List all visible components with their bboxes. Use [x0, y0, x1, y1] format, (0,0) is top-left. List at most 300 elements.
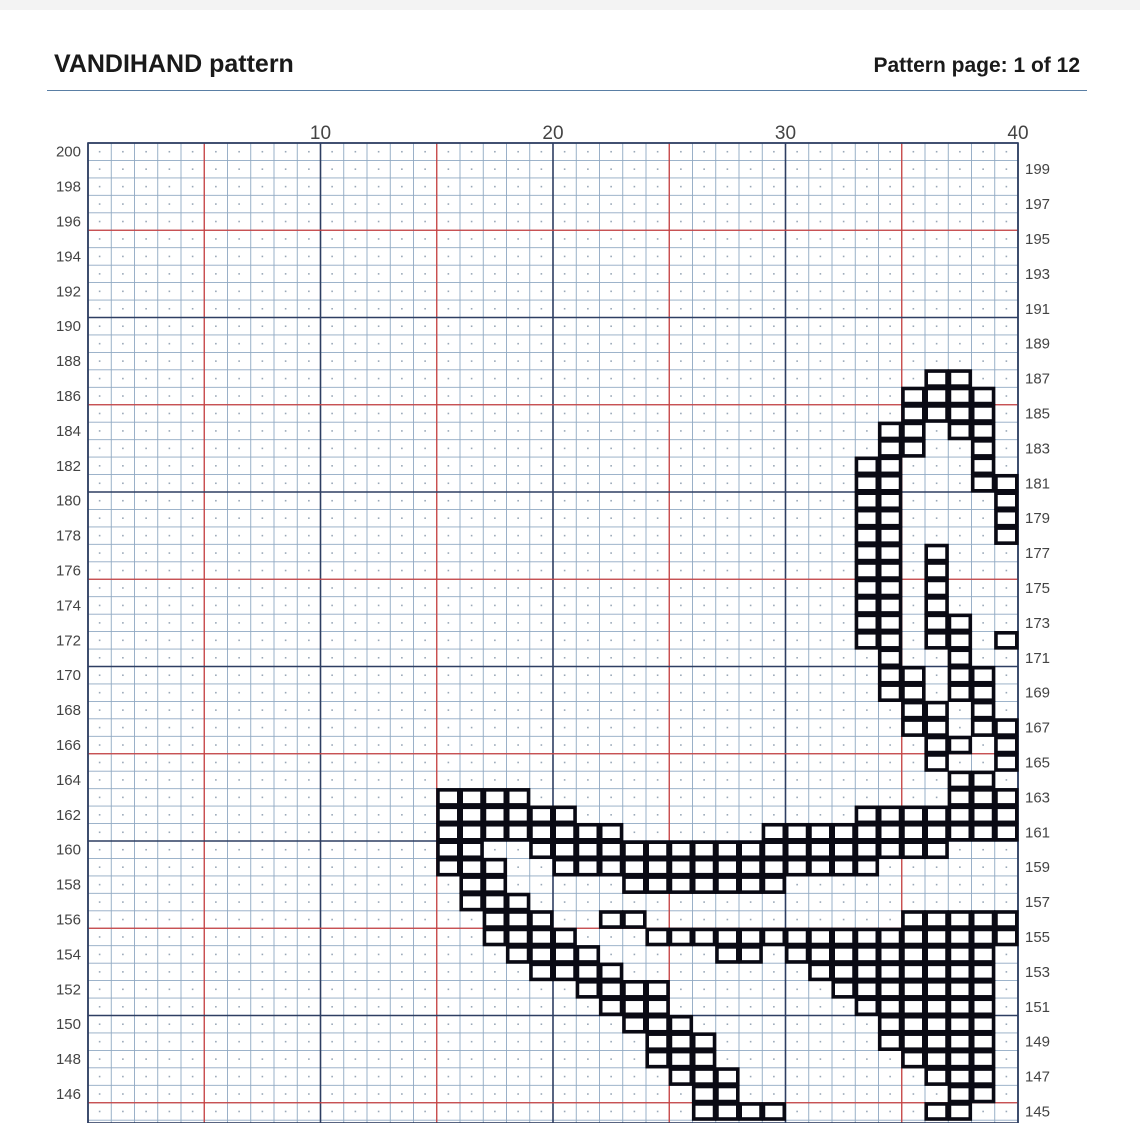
cell-dot [1006, 1023, 1008, 1025]
cell-dot [541, 674, 543, 676]
cell-dot [843, 168, 845, 170]
cell-dot [99, 308, 101, 310]
cell-dot [703, 378, 705, 380]
cell-dot [331, 168, 333, 170]
cell-dot [192, 1093, 194, 1095]
cell-dot [424, 674, 426, 676]
cell-dot [99, 797, 101, 799]
cell-dot [680, 448, 682, 450]
cell-dot [494, 954, 496, 956]
cell-dot [587, 1023, 589, 1025]
cell-dot [820, 1058, 822, 1060]
cell-dot [122, 1058, 124, 1060]
stitch-cell [903, 685, 924, 700]
stitch-cell [996, 807, 1017, 822]
cell-dot [517, 605, 519, 607]
cell-dot [889, 221, 891, 223]
cell-dot [238, 168, 240, 170]
column-label: 10 [309, 123, 332, 144]
cell-dot [262, 989, 264, 991]
stitch-cell [508, 825, 529, 840]
cell-dot [843, 1076, 845, 1078]
cell-dot [703, 709, 705, 711]
cell-dot [262, 482, 264, 484]
cell-dot [99, 919, 101, 921]
cell-dot [471, 919, 473, 921]
cell-dot [541, 762, 543, 764]
cell-dot [424, 256, 426, 258]
cell-dot [564, 1076, 566, 1078]
cell-dot [820, 1041, 822, 1043]
cell-dot [703, 797, 705, 799]
cell-dot [541, 448, 543, 450]
stitch-cell [949, 825, 970, 840]
cell-dot [262, 901, 264, 903]
cell-dot [680, 482, 682, 484]
cell-dot [331, 413, 333, 415]
stitch-cell [949, 406, 970, 421]
cell-dot [122, 482, 124, 484]
cell-dot [703, 674, 705, 676]
cell-dot [750, 744, 752, 746]
stitch-cell [926, 964, 947, 979]
cell-dot [355, 1111, 357, 1113]
cell-dot [378, 954, 380, 956]
stitch-cell [624, 982, 645, 997]
cell-dot [192, 1041, 194, 1043]
cell-dot [308, 500, 310, 502]
cell-dot [517, 622, 519, 624]
row-label-right: 187 [1025, 370, 1051, 388]
cell-dot [680, 273, 682, 275]
cell-dot [727, 901, 729, 903]
cell-dot [238, 360, 240, 362]
cell-dot [285, 395, 287, 397]
stitch-cell [484, 929, 505, 944]
cell-dot [424, 570, 426, 572]
cell-dot [448, 186, 450, 188]
cell-dot [796, 1111, 798, 1113]
cell-dot [401, 552, 403, 554]
cell-dot [680, 779, 682, 781]
cell-dot [331, 1058, 333, 1060]
cell-dot [959, 535, 961, 537]
cell-dot [936, 884, 938, 886]
cell-dot [471, 413, 473, 415]
cell-dot [308, 343, 310, 345]
cell-dot [308, 570, 310, 572]
cell-dot [727, 517, 729, 519]
cell-dot [145, 517, 147, 519]
cell-dot [122, 1023, 124, 1025]
stitch-cell [508, 912, 529, 927]
cell-dot [773, 622, 775, 624]
cell-dot [610, 954, 612, 956]
stitch-cell [694, 929, 715, 944]
cell-dot [145, 762, 147, 764]
cell-dot [796, 343, 798, 345]
cell-dot [750, 1093, 752, 1095]
cell-dot [541, 901, 543, 903]
cell-dot [773, 186, 775, 188]
cell-dot [424, 779, 426, 781]
row-label-left: 178 [55, 527, 81, 545]
cell-dot [145, 1076, 147, 1078]
cell-dot [401, 762, 403, 764]
cell-dot [169, 325, 171, 327]
stitch-cell [903, 807, 924, 822]
cell-dot [285, 343, 287, 345]
cell-dot [448, 325, 450, 327]
cell-dot [308, 919, 310, 921]
cell-dot [308, 465, 310, 467]
cell-dot [866, 797, 868, 799]
cell-dot [494, 203, 496, 205]
cell-dot [331, 1006, 333, 1008]
cell-dot [564, 413, 566, 415]
cell-dot [494, 744, 496, 746]
stitch-cell [996, 720, 1017, 735]
cell-dot [773, 360, 775, 362]
cell-dot [750, 1023, 752, 1025]
cell-dot [750, 325, 752, 327]
cell-dot [355, 517, 357, 519]
cell-dot [820, 605, 822, 607]
stitch-cell [438, 842, 459, 857]
cell-dot [820, 570, 822, 572]
cell-dot [773, 482, 775, 484]
cell-dot [285, 657, 287, 659]
cell-dot [169, 605, 171, 607]
cell-dot [494, 465, 496, 467]
cell-dot [541, 692, 543, 694]
cell-dot [913, 325, 915, 327]
cell-dot [959, 256, 961, 258]
cell-dot [169, 448, 171, 450]
cell-dot [424, 831, 426, 833]
cell-dot [262, 186, 264, 188]
cell-dot [982, 221, 984, 223]
cell-dot [331, 151, 333, 153]
cell-dot [913, 1093, 915, 1095]
cell-dot [215, 325, 217, 327]
cell-dot [401, 378, 403, 380]
cell-dot [471, 151, 473, 153]
cell-dot [680, 256, 682, 258]
cell-dot [238, 256, 240, 258]
cell-dot [192, 168, 194, 170]
cell-dot [331, 203, 333, 205]
cell-dot [355, 273, 357, 275]
cell-dot [401, 1041, 403, 1043]
cell-dot [401, 343, 403, 345]
cell-dot [634, 727, 636, 729]
stitch-cell [973, 1069, 994, 1084]
cell-dot [564, 640, 566, 642]
stitch-cell [903, 720, 924, 735]
cell-dot [703, 779, 705, 781]
cell-dot [634, 256, 636, 258]
cell-dot [843, 1058, 845, 1060]
cell-dot [634, 291, 636, 293]
cell-dot [657, 535, 659, 537]
stitch-cell [577, 982, 598, 997]
cell-dot [122, 186, 124, 188]
cell-dot [145, 343, 147, 345]
stitch-cell [624, 877, 645, 892]
cell-dot [494, 343, 496, 345]
cell-dot [308, 709, 310, 711]
cell-dot [192, 797, 194, 799]
cell-dot [169, 1076, 171, 1078]
cell-dot [378, 989, 380, 991]
cell-dot [703, 413, 705, 415]
cell-dot [959, 605, 961, 607]
cell-dot [355, 151, 357, 153]
cell-dot [215, 552, 217, 554]
cell-dot [796, 640, 798, 642]
stitch-cell [647, 842, 668, 857]
cell-dot [982, 605, 984, 607]
cell-dot [610, 1041, 612, 1043]
row-label-right: 173 [1025, 614, 1051, 632]
cell-dot [587, 535, 589, 537]
cell-dot [145, 954, 147, 956]
cell-dot [610, 151, 612, 153]
stitch-cell [856, 493, 877, 508]
cell-dot [285, 709, 287, 711]
cell-dot [169, 1058, 171, 1060]
cell-dot [843, 779, 845, 781]
cell-dot [401, 325, 403, 327]
cell-dot [750, 570, 752, 572]
cell-dot [796, 971, 798, 973]
cell-dot [634, 552, 636, 554]
cell-dot [192, 256, 194, 258]
cell-dot [634, 1093, 636, 1095]
cell-dot [238, 482, 240, 484]
cell-dot [215, 448, 217, 450]
stitch-cell [949, 389, 970, 404]
cell-dot [517, 727, 519, 729]
cell-dot [169, 552, 171, 554]
cell-dot [401, 971, 403, 973]
stitch-cell [949, 371, 970, 386]
cell-dot [750, 343, 752, 345]
cell-dot [169, 849, 171, 851]
cell-dot [820, 203, 822, 205]
cell-dot [541, 622, 543, 624]
cell-dot [541, 343, 543, 345]
cell-dot [913, 762, 915, 764]
cell-dot [238, 203, 240, 205]
cell-dot [448, 901, 450, 903]
cell-dot [331, 552, 333, 554]
cell-dot [401, 587, 403, 589]
cell-dot [238, 186, 240, 188]
cell-dot [192, 465, 194, 467]
cell-dot [587, 692, 589, 694]
cell-dot [192, 552, 194, 554]
cell-dot [378, 273, 380, 275]
stitch-cell [880, 441, 901, 456]
stitch-cell [949, 947, 970, 962]
cell-dot [424, 605, 426, 607]
cell-dot [703, 535, 705, 537]
cell-dot [471, 622, 473, 624]
cell-dot [424, 238, 426, 240]
cell-dot [866, 325, 868, 327]
cell-dot [99, 779, 101, 781]
cell-dot [262, 273, 264, 275]
row-label-left: 174 [55, 597, 81, 615]
cell-dot [1006, 692, 1008, 694]
cell-dot [727, 552, 729, 554]
cell-dot [564, 256, 566, 258]
cell-dot [820, 692, 822, 694]
cell-dot [145, 901, 147, 903]
row-label-left: 170 [55, 667, 81, 685]
cell-dot [215, 779, 217, 781]
cell-dot [541, 186, 543, 188]
cell-dot [169, 709, 171, 711]
cell-dot [587, 482, 589, 484]
cell-dot [843, 395, 845, 397]
cell-dot [424, 622, 426, 624]
cell-dot [541, 1076, 543, 1078]
cell-dot [238, 448, 240, 450]
cell-dot [1006, 448, 1008, 450]
cell-dot [355, 1006, 357, 1008]
cell-dot [843, 221, 845, 223]
cell-dot [820, 1111, 822, 1113]
stitch-cell [880, 476, 901, 491]
cell-dot [936, 221, 938, 223]
cell-dot [401, 221, 403, 223]
cell-dot [308, 622, 310, 624]
row-label-left: 172 [55, 632, 81, 650]
cell-dot [355, 1093, 357, 1095]
stitch-cell [903, 389, 924, 404]
cell-dot [634, 814, 636, 816]
cell-dot [169, 1041, 171, 1043]
cell-dot [378, 448, 380, 450]
cell-dot [308, 1006, 310, 1008]
stitch-cell [880, 825, 901, 840]
cell-dot [285, 622, 287, 624]
stitch-cell [508, 790, 529, 805]
cell-dot [308, 762, 310, 764]
cell-dot [936, 168, 938, 170]
stitch-cell [973, 668, 994, 683]
cell-dot [541, 727, 543, 729]
row-label-right: 165 [1025, 754, 1051, 772]
cell-dot [657, 256, 659, 258]
cell-dot [517, 343, 519, 345]
cell-dot [866, 395, 868, 397]
stitch-cell [926, 389, 947, 404]
cell-dot [192, 954, 194, 956]
cell-dot [913, 797, 915, 799]
stitch-cell [903, 842, 924, 857]
stitch-cell [740, 947, 761, 962]
stitch-cell [949, 1069, 970, 1084]
row-label-right: 189 [1025, 335, 1051, 353]
stitch-cell [647, 982, 668, 997]
cell-dot [308, 168, 310, 170]
stitch-cell [531, 842, 552, 857]
cell-dot [99, 866, 101, 868]
cell-dot [122, 1006, 124, 1008]
cell-dot [517, 640, 519, 642]
stitch-cell [949, 423, 970, 438]
cell-dot [355, 779, 357, 781]
cell-dot [796, 989, 798, 991]
cell-dot [192, 535, 194, 537]
cell-dot [889, 866, 891, 868]
cell-dot [285, 273, 287, 275]
cell-dot [634, 1041, 636, 1043]
cell-dot [494, 535, 496, 537]
cell-dot [401, 517, 403, 519]
stitch-cell [926, 633, 947, 648]
row-label-right: 145 [1025, 1103, 1051, 1121]
cell-dot [238, 413, 240, 415]
cell-dot [703, 622, 705, 624]
cell-dot [238, 762, 240, 764]
cell-dot [262, 971, 264, 973]
cell-dot [913, 482, 915, 484]
cell-dot [634, 640, 636, 642]
cell-dot [169, 954, 171, 956]
cell-dot [727, 1041, 729, 1043]
cell-dot [285, 413, 287, 415]
cell-dot [215, 1076, 217, 1078]
cell-dot [355, 709, 357, 711]
cell-dot [889, 360, 891, 362]
cell-dot [401, 256, 403, 258]
cell-dot [959, 203, 961, 205]
cell-dot [494, 221, 496, 223]
cell-dot [494, 168, 496, 170]
cell-dot [378, 1111, 380, 1113]
cell-dot [285, 674, 287, 676]
cell-dot [122, 430, 124, 432]
cell-dot [843, 552, 845, 554]
cell-dot [424, 343, 426, 345]
cell-dot [703, 1006, 705, 1008]
cell-dot [378, 762, 380, 764]
cell-dot [192, 1023, 194, 1025]
cell-dot [773, 901, 775, 903]
cell-dot [889, 151, 891, 153]
cell-dot [448, 221, 450, 223]
stitch-cell [531, 807, 552, 822]
cell-dot [564, 221, 566, 223]
cell-dot [378, 1041, 380, 1043]
cell-dot [355, 954, 357, 956]
cell-dot [215, 221, 217, 223]
stitch-cell [973, 964, 994, 979]
cell-dot [308, 1111, 310, 1113]
cell-dot [122, 831, 124, 833]
cell-dot [587, 413, 589, 415]
cell-dot [401, 692, 403, 694]
cell-dot [820, 901, 822, 903]
cell-dot [238, 308, 240, 310]
cell-dot [843, 360, 845, 362]
cell-dot [913, 378, 915, 380]
